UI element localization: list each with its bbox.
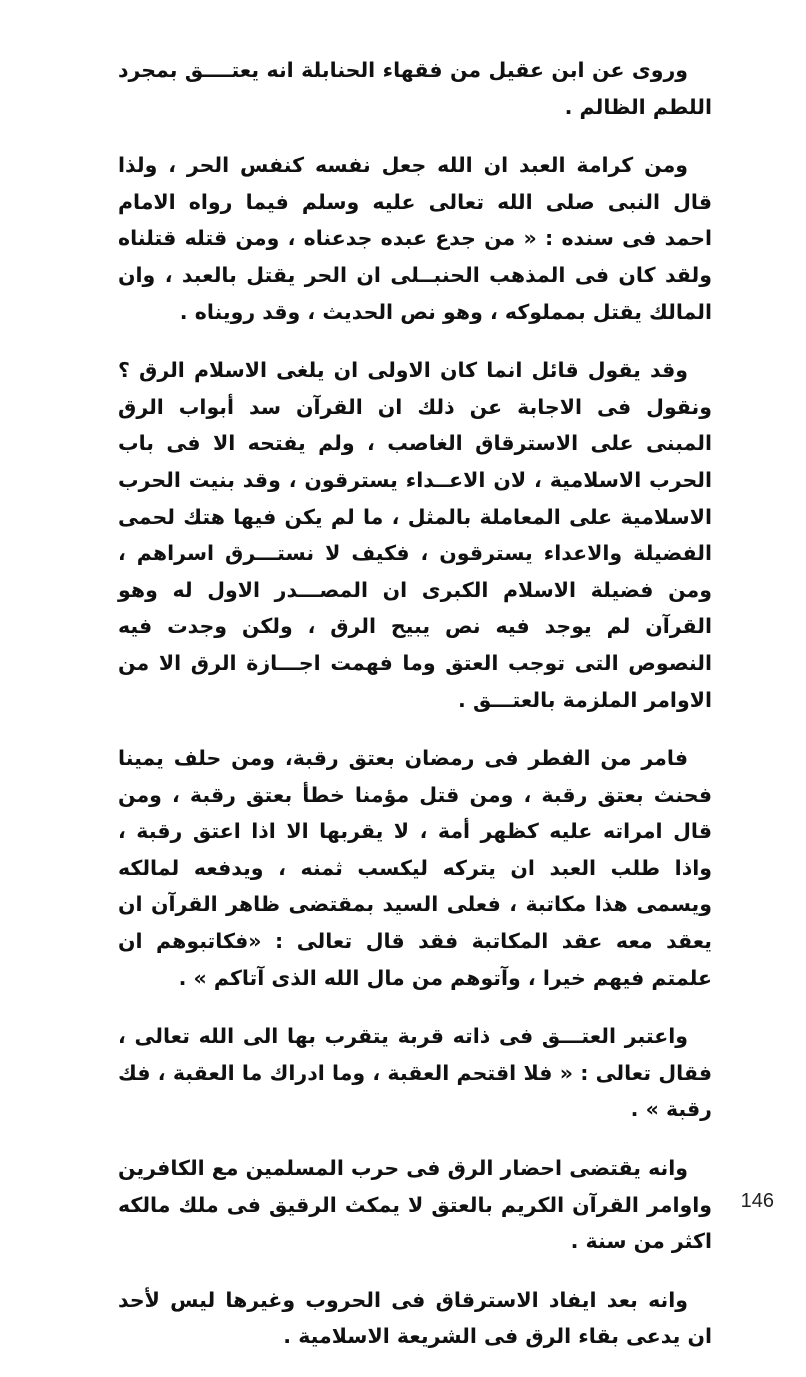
paragraph-1: وروى عن ابن عقيل من فقهاء الحنابلة انه يعتــــق بمجرد اللطم الظالم . [118, 58, 712, 119]
paragraph-7: وانه بعد ايفاد الاسترقاق فى الحروب وغيرها ليس لأحد ان يدعى بقاء الرق فى الشريعة الاسلامية . [118, 1287, 712, 1349]
paragraph-6: وانه يقتضى احضار الرق فى حرب المسلمين مع الكافرين واوامر القرآن الكريم بالعتق لا يمكث الرقيق فى ملك مالكه اكثر من سنة . [118, 1156, 712, 1254]
paragraph-5: واعتبر العتـــق فى ذاته قربة يتقرب بها الى الله تعالى ، فقال تعالى : « فلا اقتحم العقبة ، وما ادراك ما العقبة ، فك رقبة » . [118, 1024, 712, 1122]
paragraph-2: ومن كرامة العبد ان الله جعل نفسه كنفس الحر ، ولذا قال النبى صلى الله تعالى عليه وسلم فيما رواه الامام احمد فى سنده : « من جدع عبده جدعناه ، ومن قتله قتلناه ولقد كان فى المذهب الحنبــلى ان الحر يقتل بالعبد ، وان المالك يقتل بمملوكه ، وهو نص الحديث ، وقد رويناه . [118, 153, 712, 324]
body-text [118, 52, 712, 1377]
paragraph-4: فامر من الفطر فى رمضان بعتق رقبة، ومن حلف يمينا فحنث بعتق رقبة ، ومن قتل مؤمنا خطأ بعتق رقبة ، ومن قال امراته عليه كظهر أمة ، لا يقربها الا اذا اعتق رقبة ، واذا طلب العبد ان يتركه ليكسب ثمنه ، ويدفعه لمالكه ويسمى هذا مكاتبة ، فعلى السيد بمقتضى ظاهر القرآن ان يعقد معه عقد المكاتبة فقد قال تعالى : «فكاتبوهم ان علمتم فيهم خيرا ، وآتوهم من مال الله الذى آتاكم » . [118, 746, 712, 990]
page-number: 146 [740, 1190, 774, 1212]
paragraph-3: وقد يقول قائل انما كان الاولى ان يلغى الاسلام الرق ؟ ونقول فى الاجابة عن ذلك ان القرآن سد أبواب الرق المبنى على الاسترقاق الغاصب ، ولم يفتحه الا فى باب الحرب الاسلامية ، لان الاعــداء يسترقون ، وقد بنيت الحرب الاسلامية على المعاملة بالمثل ، ما لم يكن فيها هتك لحمى الفضيلة والاعداء يسترقون ، فكيف لا نستـــرق اسراهم ، ومن فضيلة الاسلام الكبرى ان المصـــدر الاول له وهو القرآن لم يوجد فيه نص يبيح الرق ، ولكن وجدت فيه النصوص التى توجب العتق وما فهمت اجـــازة الرق الا من الاوامر الملزمة بالعتـــق . [118, 358, 712, 712]
